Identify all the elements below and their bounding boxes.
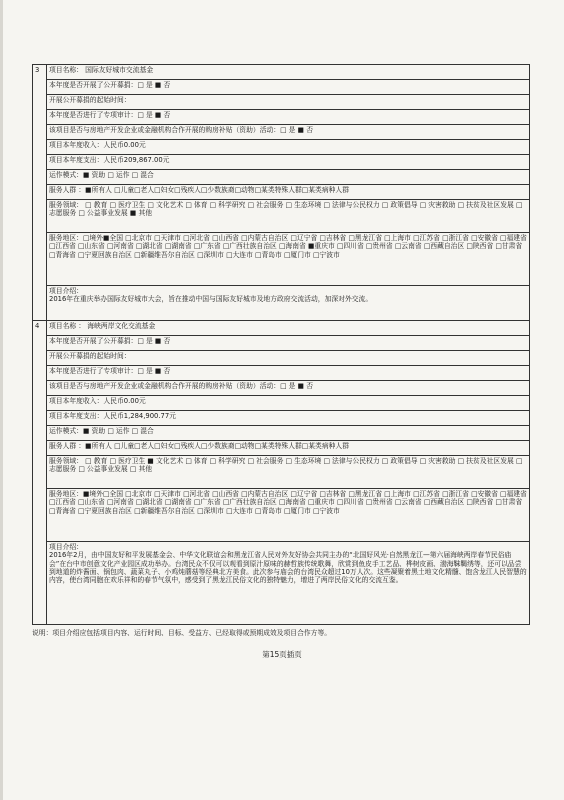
fundraising-status: 本年度是否开展了公开募捐：□ 是 ■ 否 — [47, 80, 530, 95]
service-fields: 服务领域： □ 教育 □ 医疗卫生 □ 文化艺术 □ 体育 □ 科学研究 □ 社会服务 □ 生态环境 □ 法律与公民权力 □ 政策倡导 □ 灾害救助 □ 扶贫及社区发展 □ 志愿服务 □ 公益事业发展 ■ 其他 — [47, 200, 530, 233]
table-row — [33, 366, 530, 381]
project-table — [32, 64, 530, 625]
annual-expense: 项目本年度支出：人民币1,284,900.77元 — [47, 411, 530, 426]
project-intro-cell — [47, 542, 530, 625]
table-row — [33, 441, 530, 456]
table-row — [33, 170, 530, 185]
service-regions: 服务地区：□境外■全国 □北京市 □天津市 □河北省 □山西省 □内蒙古自治区 □辽宁省 □吉林省 □黑龙江省 □上海市 □江苏省 □浙江省 □安徽省 □福建省 □江西省 □山东省 □河南省 □湖北省 □湖南省 □广东省 □广西壮族自治区 □海南省 ■重庆市 □四川省 □贵州省 □云南省 □西藏自治区 □陕西省 □甘肃省 □青海省 □宁夏回族自治区 □新疆维吾尔自治区 □深圳市 □大连市 □青岛市 □厦门市 □宁波市 — [47, 233, 530, 286]
service-fields: 服务领域： □ 教育 □ 医疗卫生 ■ 文化艺术 □ 体育 □ 科学研究 □ 社会服务 □ 生态环境 □ 法律与公民权力 □ 政策倡导 □ 灾害救助 □ 扶贫及社区发展 □ 志愿服务 □ 公益事业发展 □ 其他 — [47, 456, 530, 489]
table-row — [33, 95, 530, 110]
annual-income: 项目本年度收入：人民币0.00元 — [47, 396, 530, 411]
project-name: 项目名称： 国际友好城市交流基金 — [47, 65, 530, 80]
table-row — [33, 411, 530, 426]
audit-status: 本年度是否进行了专项审计：□ 是 ■ 否 — [47, 110, 530, 125]
table-row — [33, 185, 530, 200]
table-row — [33, 140, 530, 155]
beneficiaries: 服务人群 ：■所有人 □儿童□老人□妇女□残疾人□少数族裔□动物□某类特殊人群□某类病种人群 — [47, 185, 530, 200]
intro-text: 2016年2月，由中国友好和平发展基金会、中华文化联谊会和黑龙江省人民对外友好协会共同主办的“北国好风光·自然黑龙江—第六届海峡两岸春节民俗庙会”在台中市创意文化产业园区成功举办。台湾民众不仅可以观看到原汁原味的赫哲族传统歌舞，欣赏到鱼皮手工艺品、桦树皮画、渤海靺鞨绣等，还可以品尝到地道的炸酱面、锅包肉、蔬菜丸子、小鸡炖蘑菇等经典北方美食。此次参与庙会的台湾民众超过10万人次。这些凝聚着黑土地文化精髓、饱含龙江人民智慧的内容，使台湾同胞在欢乐祥和的春节气氛中，感受到了黑龙江民俗文化的独特魅力，增进了两岸民俗文化的交流互鉴。 — [49, 551, 527, 585]
table-row — [33, 110, 530, 125]
beneficiaries: 服务人群 ：■所有人 □儿童□老人□妇女□残疾人□少数族裔□动物□某类特殊人群□某类病种人群 — [47, 441, 530, 456]
table-row — [33, 200, 530, 233]
table-row — [33, 351, 530, 366]
operation-mode: 运作模式：■ 资助 □ 运作 □ 混合 — [47, 170, 530, 185]
housing-subsidy: 该项目是否与房地产开发企业或金融机构合作开展的购房补贴（资助）活动：□ 是 ■ 否 — [47, 125, 530, 140]
table-row — [33, 456, 530, 489]
table-row — [33, 80, 530, 95]
project-number: 3 — [33, 65, 47, 321]
table-row — [33, 396, 530, 411]
annual-expense: 项目本年度支出：人民币209,867.00元 — [47, 155, 530, 170]
table-row — [33, 489, 530, 542]
table-row — [33, 426, 530, 441]
project-intro-cell — [47, 286, 530, 321]
project-name: 项目名称 ： 海峡两岸文化交流基金 — [47, 321, 530, 336]
project-number: 4 — [33, 321, 47, 625]
table-row — [33, 233, 530, 286]
table-row — [33, 65, 530, 80]
table-row — [33, 155, 530, 170]
fundraising-status: 本年度是否开展了公开募捐：□ 是 ■ 否 — [47, 336, 530, 351]
annual-income: 项目本年度收入：人民币0.00元 — [47, 140, 530, 155]
service-regions: 服务地区：■境外□全国 □北京市 □天津市 □河北省 □山西省 □内蒙古自治区 □辽宁省 □吉林省 □黑龙江省 □上海市 □江苏省 □浙江省 □安徽省 □福建省 □江西省 □山东省 □河南省 □湖北省 □湖南省 □广东省 □广西壮族自治区 □海南省 □重庆市 □四川省 □贵州省 □云南省 □西藏自治区 □陕西省 □甘肃省 □青海省 □宁夏回族自治区 □新疆维吾尔自治区 □深圳市 □大连市 □青岛市 □厦门市 □宁波市 — [47, 489, 530, 542]
table-row — [33, 381, 530, 396]
audit-status: 本年度是否进行了专项审计：□ 是 ■ 否 — [47, 366, 530, 381]
table-row — [33, 542, 530, 625]
table-row — [33, 286, 530, 321]
table-note: 说明：项目介绍应包括项目内容、运行时间、目标、受益方、已经取得或预期成效及项目合作方等。 — [32, 629, 332, 637]
fundraising-start: 开展公开募捐的起始时间： — [47, 351, 530, 366]
fundraising-start: 开展公开募捐的起始时间： — [47, 95, 530, 110]
housing-subsidy: 该项目是否与房地产开发企业或金融机构合作开展的购房补贴（资助）活动：□ 是 ■ 否 — [47, 381, 530, 396]
scan-edge — [0, 0, 3, 800]
page-number: 第15页插页 — [262, 650, 302, 659]
operation-mode: 运作模式：■ 资助 □ 运作 □ 混合 — [47, 426, 530, 441]
table-row — [33, 336, 530, 351]
table-row — [33, 321, 530, 336]
intro-label: 项目介绍： — [49, 287, 83, 295]
table-row — [33, 125, 530, 140]
intro-text: 2016年在重庆举办国际友好城市大会，旨在推动中国与国际友好城市及地方政府交流活动，加深对外交流。 — [49, 295, 373, 304]
intro-label: 项目介绍： — [49, 543, 83, 551]
